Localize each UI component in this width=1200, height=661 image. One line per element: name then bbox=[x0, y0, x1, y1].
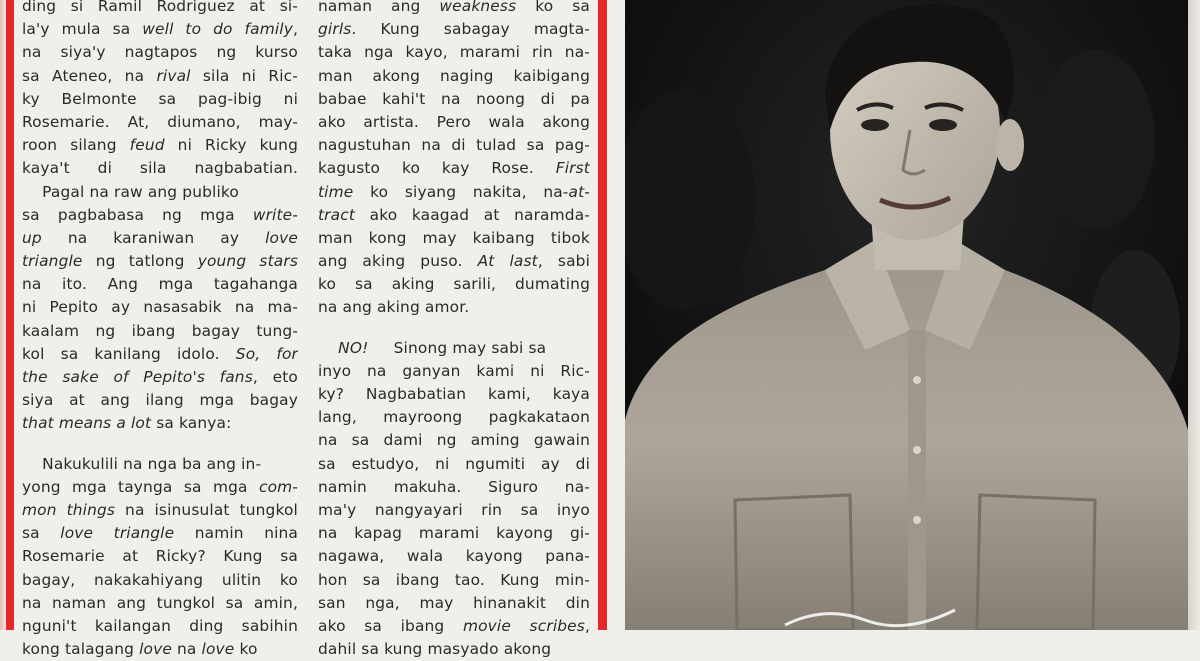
left-column-italic: com- bbox=[258, 477, 298, 496]
right-column-line: time ko siyang nakita, na-at- bbox=[318, 182, 590, 201]
right-column-line: nagustuhan na di tulad sa pag- bbox=[318, 136, 590, 155]
left-column-italic: feud bbox=[129, 136, 165, 155]
article-column-left bbox=[22, 0, 298, 661]
right-column-line: ang aking puso. At last, sabi bbox=[318, 252, 590, 271]
left-column-line: kong talagang love na love ko bbox=[22, 640, 258, 659]
left-column-line: sa pagbabasa ng mga write- bbox=[22, 205, 298, 224]
right-column-line: man akong naging kaibigang bbox=[318, 66, 590, 85]
right-column-line: ma'y nangyayari rin sa inyo bbox=[318, 500, 590, 519]
right-column-line: man kong may kaibang tibok bbox=[318, 228, 590, 247]
page-gutter bbox=[607, 0, 625, 630]
left-column-line: Pagal na raw ang publiko bbox=[22, 182, 239, 201]
left-column-line: nguni't kailangan ding sabihin bbox=[22, 616, 298, 635]
right-column-line: namin makuha. Siguro na- bbox=[318, 477, 590, 496]
left-column-line bbox=[22, 436, 298, 453]
right-column-line: ky? Nagbabatian kami, kaya bbox=[318, 385, 590, 403]
right-column-line: NO! Sinong may sabi sa bbox=[338, 338, 547, 357]
left-column-italic: rival bbox=[156, 66, 191, 85]
left-column-italic: young stars bbox=[197, 252, 298, 271]
right-column-line: hon sa ibang tao. Kung min- bbox=[318, 570, 590, 589]
red-border-left bbox=[6, 0, 14, 630]
left-column-italic: love triangle bbox=[60, 524, 175, 543]
right-column-italic: girls bbox=[318, 20, 352, 39]
left-column-line: the sake of Pepito's fans, eto bbox=[22, 368, 298, 386]
right-column-line: na sa dami ng aming gawain bbox=[318, 431, 590, 450]
left-column-line: na siya'y nagtapos ng kurso bbox=[22, 43, 298, 62]
right-column-italic: NO! bbox=[338, 338, 369, 357]
left-column-line: Rosemarie at Ricky? Kung sa bbox=[22, 547, 298, 566]
right-column-italic: First bbox=[555, 159, 590, 178]
right-column-line: na kapag marami kayong gi- bbox=[318, 524, 590, 543]
right-column-line: dahil sa kung masyado akong bbox=[318, 640, 552, 659]
right-column-line: kagusto ko kay Rose. First bbox=[318, 159, 590, 178]
left-column-line: roon silang feud ni Ricky kung bbox=[22, 136, 298, 155]
red-border-middle bbox=[598, 0, 607, 630]
left-column-italic: write- bbox=[252, 205, 298, 224]
left-column-line: ky Belmonte sa pag-ibig ni bbox=[22, 89, 298, 108]
right-column-line: ako sa ibang movie scribes, bbox=[318, 616, 590, 635]
right-column-line: nagawa, wala kayong pana- bbox=[318, 547, 590, 566]
right-column-italic: At last bbox=[477, 252, 538, 271]
left-column-line: sa Ateneo, na rival sila ni Ric- bbox=[22, 66, 298, 85]
portrait-photo-illustration bbox=[625, 0, 1188, 630]
left-column-italic: that means a lot bbox=[22, 414, 152, 433]
right-column-line: lang, mayroong pagkakataon bbox=[318, 408, 590, 427]
left-column-line: sa love triangle namin nina bbox=[22, 524, 298, 543]
right-column-line: naman ang weakness ko sa bbox=[318, 0, 590, 18]
right-column-italic: time bbox=[318, 182, 354, 201]
right-column-line: san nga, may hinanakit din bbox=[318, 593, 590, 612]
right-column-line: inyo na ganyan kami ni Ric- bbox=[318, 361, 590, 380]
left-column-italic: love bbox=[201, 640, 235, 659]
right-column-italic: weakness bbox=[439, 0, 517, 15]
left-column-italic: the sake of Pepito's fans bbox=[22, 368, 253, 386]
left-column-italic: love bbox=[265, 228, 298, 247]
left-column-line: Nakukulili na nga ba ang in- bbox=[22, 454, 262, 473]
right-column-italic: at- bbox=[568, 182, 590, 201]
left-column-line: Rosemarie. At, diumano, may- bbox=[22, 112, 298, 131]
right-column-line bbox=[318, 320, 590, 337]
right-column-line: girls. Kung sabagay magta- bbox=[318, 20, 590, 39]
left-column-line: siya at ang ilang mga bagay bbox=[22, 391, 298, 410]
left-column-line: kaalam ng ibang bagay tung- bbox=[22, 321, 298, 340]
right-column-line: ko sa aking sarili, dumating bbox=[318, 275, 590, 294]
left-column-line: ni Pepito ay nasasabik na ma- bbox=[22, 298, 298, 317]
left-column-italic: well to do family bbox=[142, 20, 293, 39]
left-column-line: na ito. Ang mga tagahanga bbox=[22, 275, 298, 294]
right-column-line: ako artista. Pero wala akong bbox=[318, 112, 590, 131]
right-column-line: taka nga kayo, marami rin na- bbox=[318, 43, 590, 62]
right-column-line: babae kahi't na noong di pa bbox=[318, 89, 590, 108]
left-column-line: mon things na isinusulat tungkol bbox=[22, 500, 298, 519]
right-column-italic: tract bbox=[318, 205, 356, 224]
left-column-line: kaya't di sila nagbabatian. bbox=[22, 159, 298, 178]
left-column-line: ding si Ramil Rodriguez at si- bbox=[22, 0, 298, 15]
right-column-italic: movie scribes bbox=[462, 616, 585, 635]
left-column-italic: love bbox=[139, 640, 172, 659]
portrait-photo bbox=[625, 0, 1188, 630]
left-column-line: kol sa kanilang idolo. So, for bbox=[22, 344, 298, 363]
left-column-italic: triangle bbox=[22, 252, 83, 271]
right-column-line: na ang aking amor. bbox=[318, 298, 470, 317]
left-column-line: na naman ang tungkol sa amin, bbox=[22, 593, 298, 612]
article-column-right bbox=[318, 0, 590, 661]
page-edge-right bbox=[1188, 0, 1200, 630]
left-column-line: that means a lot sa kanya: bbox=[22, 414, 232, 433]
left-column-italic: So, for bbox=[235, 344, 298, 363]
left-column-line: bagay, nakakahiyang ulitin ko bbox=[22, 570, 298, 589]
left-column-line: up na karaniwan ay love bbox=[22, 228, 298, 247]
right-column-line: tract ako kaagad at naramda- bbox=[318, 205, 590, 224]
right-column-line: sa estudyo, ni ngumiti ay di bbox=[318, 454, 590, 473]
left-column-line: yong mga taynga sa mga com- bbox=[22, 477, 298, 496]
left-column-italic: up bbox=[22, 228, 42, 247]
left-column-line: la'y mula sa well to do family, bbox=[22, 20, 298, 39]
left-column-line: triangle ng tatlong young stars bbox=[22, 252, 298, 271]
left-column-italic: mon things bbox=[22, 500, 116, 519]
